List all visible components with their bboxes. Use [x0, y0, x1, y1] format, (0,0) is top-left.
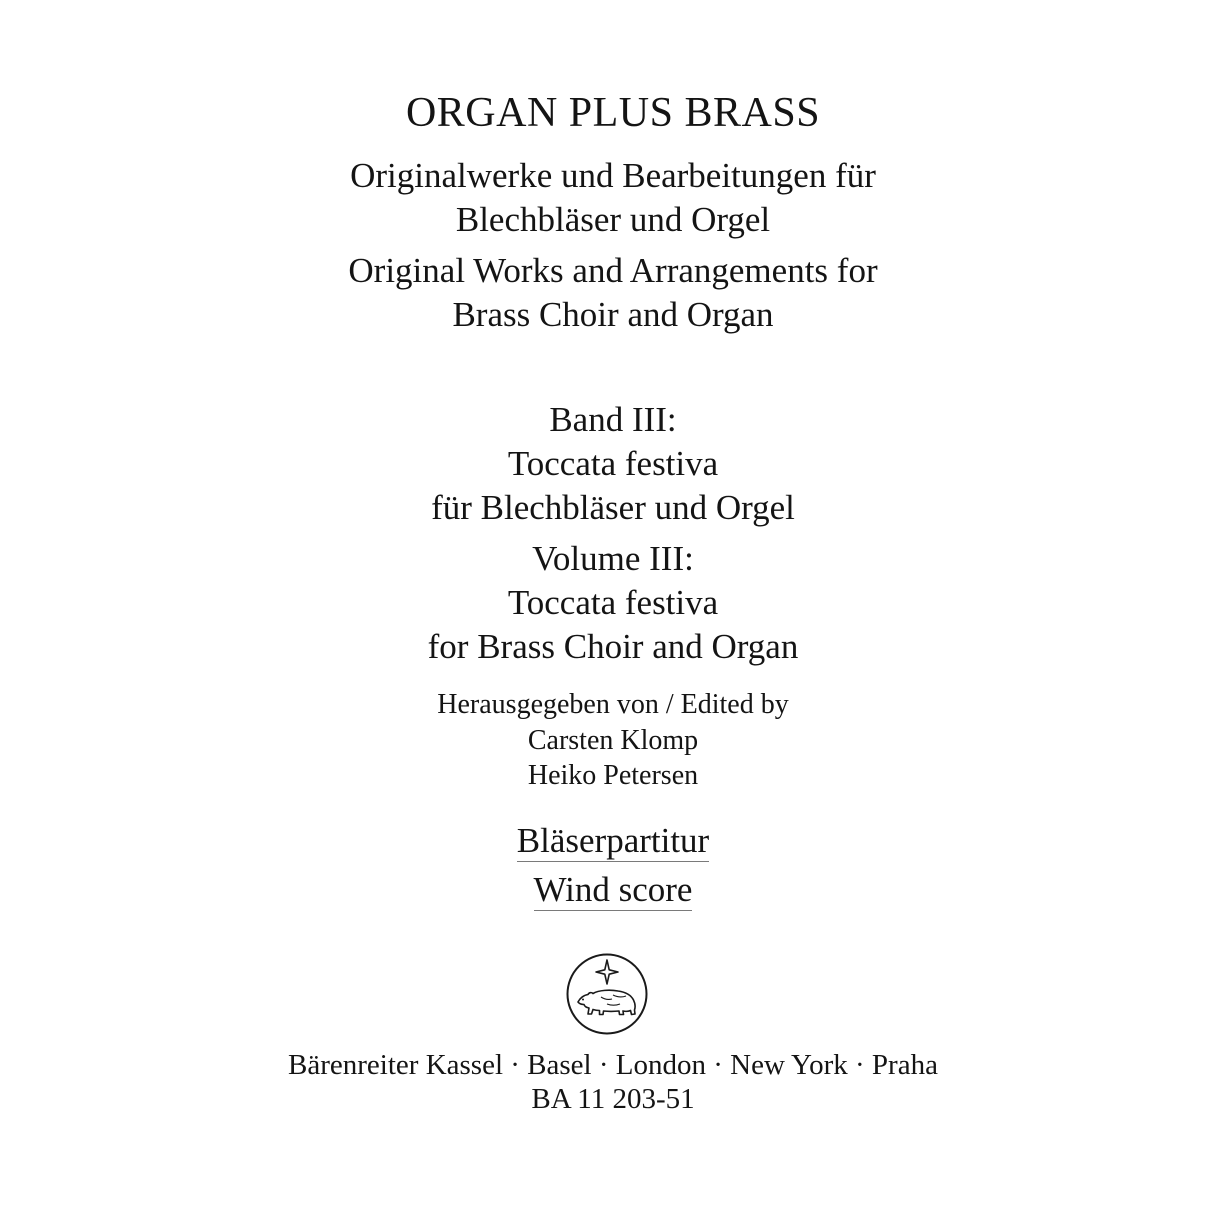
series-title: ORGAN PLUS BRASS: [405, 90, 821, 136]
subtitle-english-line-2: Brass Choir and Organ: [452, 295, 774, 334]
baerenreiter-bear-star-logo-icon: [565, 952, 649, 1036]
volume-title-german: Toccata festiva: [507, 444, 719, 483]
volume-label-german: Band III:: [549, 400, 677, 439]
score-type-german: [0, 823, 1226, 862]
score-type-english-text: Wind score: [533, 870, 693, 909]
catalog-number: BA 11 203-51: [531, 1083, 695, 1115]
editor-name-2: Heiko Petersen: [527, 760, 699, 791]
score-type-english: [0, 872, 1226, 911]
volume-scoring-english: for Brass Choir and Organ: [427, 627, 799, 666]
editor-name-1: Carsten Klomp: [527, 725, 699, 756]
volume-title-english: Toccata festiva: [507, 583, 719, 622]
subtitle-german-line-2: Blechbläser und Orgel: [455, 200, 771, 239]
score-type-german-text: Bläserpartitur: [516, 821, 710, 860]
volume-scoring-german: für Blechbläser und Orgel: [431, 488, 795, 527]
volume-label-english: Volume III:: [532, 539, 694, 578]
subtitle-english-line-1: Original Works and Arrangements for: [348, 251, 878, 290]
publisher-cities: Bärenreiter Kassel · Basel · London · New York · Praha: [288, 1049, 938, 1081]
editors-label: Herausgegeben von / Edited by: [437, 689, 789, 720]
subtitle-german-line-1: Originalwerke und Bearbeitungen für: [350, 156, 876, 195]
